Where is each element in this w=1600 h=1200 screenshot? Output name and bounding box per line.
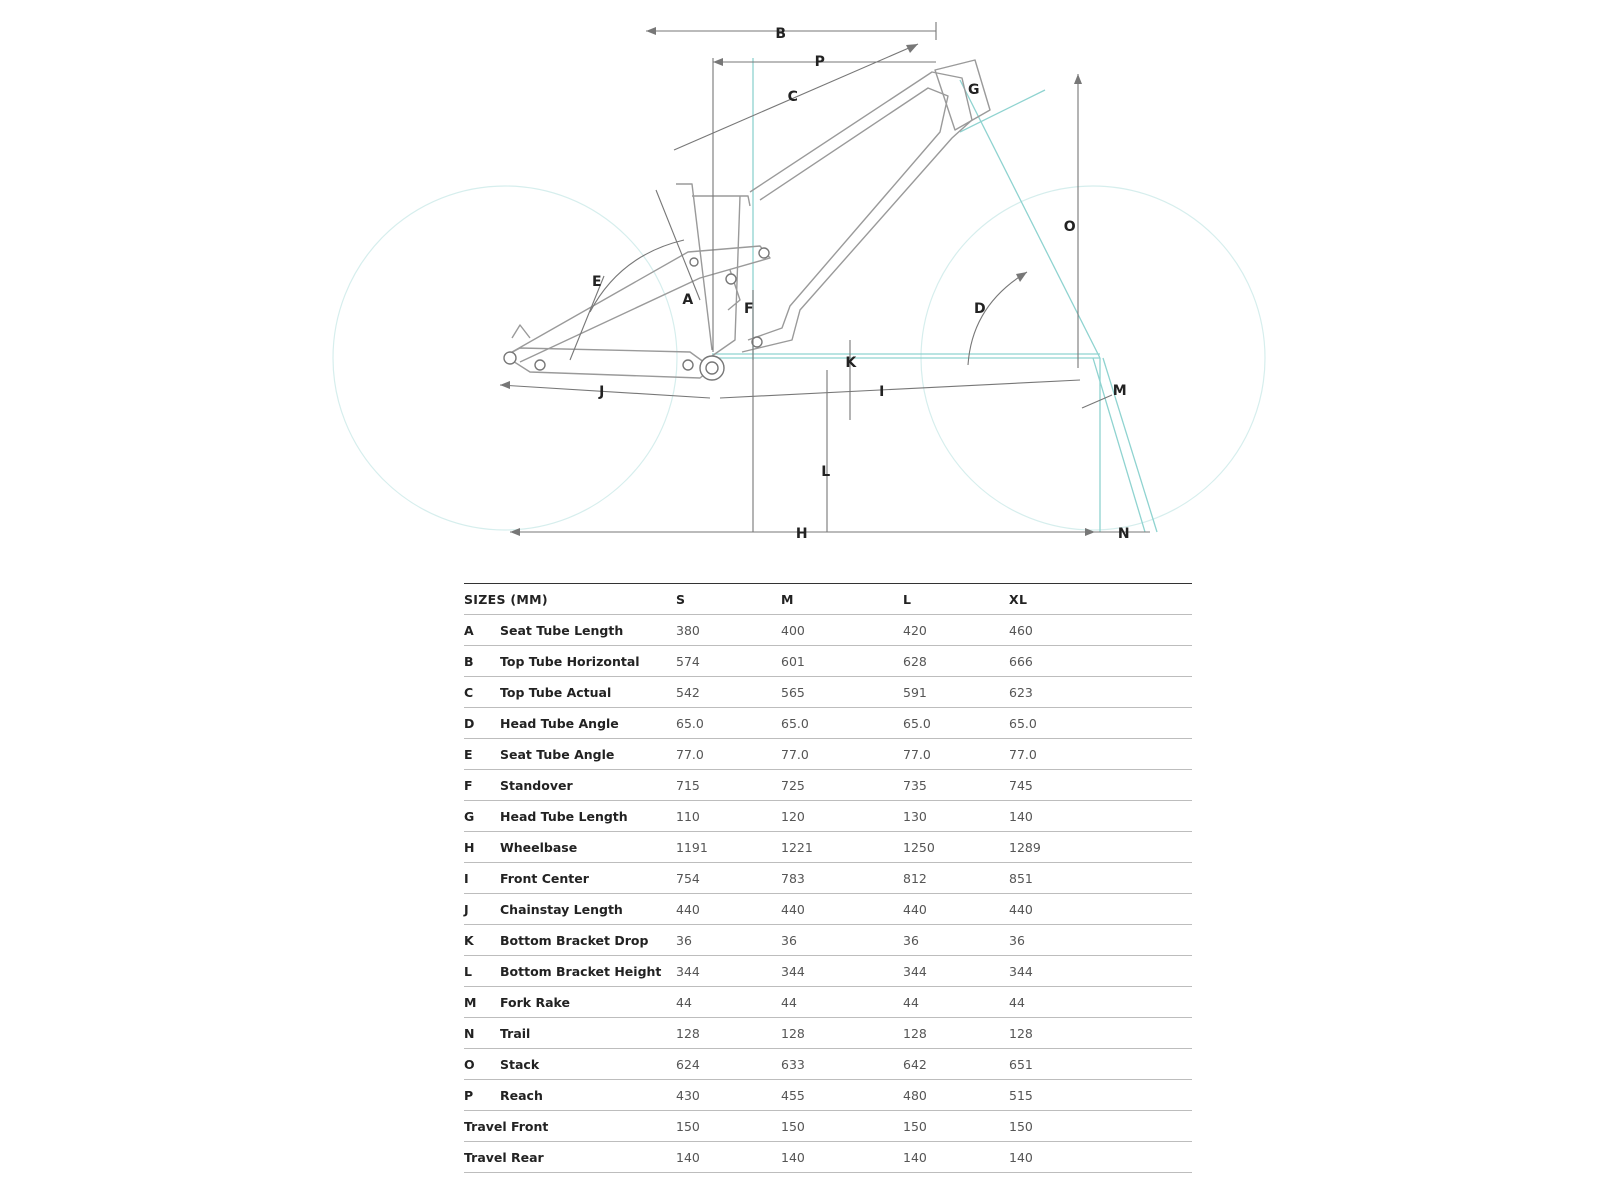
table-row xyxy=(464,863,1192,894)
frame-pivots xyxy=(504,248,769,380)
dim-label-i: I xyxy=(879,384,885,400)
value-l: 642 xyxy=(903,1049,1009,1080)
value-s: 150 xyxy=(676,1111,781,1142)
header-size-xl: XL xyxy=(1009,584,1192,615)
value-s: 110 xyxy=(676,801,781,832)
value-xl: 440 xyxy=(1009,894,1192,925)
value-s: 624 xyxy=(676,1049,781,1080)
row-name: Standover xyxy=(500,770,676,801)
header-row xyxy=(464,584,1192,615)
row-code: I xyxy=(464,863,500,894)
value-m: 725 xyxy=(781,770,903,801)
header-sizes: SIZES (MM) xyxy=(464,584,676,615)
table-row xyxy=(464,1080,1192,1111)
dim-label-c: C xyxy=(787,89,799,105)
value-xl: 44 xyxy=(1009,987,1192,1018)
row-name: Stack xyxy=(500,1049,676,1080)
value-xl: 666 xyxy=(1009,646,1192,677)
row-code: C xyxy=(464,677,500,708)
row-code: P xyxy=(464,1080,500,1111)
row-code: B xyxy=(464,646,500,677)
value-m: 44 xyxy=(781,987,903,1018)
value-xl: 851 xyxy=(1009,863,1192,894)
table-row xyxy=(464,894,1192,925)
value-l: 130 xyxy=(903,801,1009,832)
value-l: 140 xyxy=(903,1142,1009,1173)
value-xl: 128 xyxy=(1009,1018,1192,1049)
table-row xyxy=(464,1018,1192,1049)
header-size-s: S xyxy=(676,584,781,615)
dim-label-m: M xyxy=(1112,383,1128,399)
value-xl: 1289 xyxy=(1009,832,1192,863)
header-size-l: L xyxy=(903,584,1009,615)
value-m: 783 xyxy=(781,863,903,894)
table-row-travel-front xyxy=(464,1111,1192,1142)
value-l: 36 xyxy=(903,925,1009,956)
value-l: 812 xyxy=(903,863,1009,894)
value-s: 754 xyxy=(676,863,781,894)
row-name: Bottom Bracket Drop xyxy=(500,925,676,956)
table-row xyxy=(464,925,1192,956)
value-xl: 65.0 xyxy=(1009,708,1192,739)
value-m: 120 xyxy=(781,801,903,832)
value-s: 1191 xyxy=(676,832,781,863)
row-name: Travel Front xyxy=(464,1111,676,1142)
table-row xyxy=(464,1049,1192,1080)
value-l: 44 xyxy=(903,987,1009,1018)
table-row xyxy=(464,615,1192,646)
value-l: 344 xyxy=(903,956,1009,987)
geometry-table-body xyxy=(464,615,1192,1173)
value-s: 380 xyxy=(676,615,781,646)
dim-label-e: E xyxy=(591,274,603,290)
row-name: Head Tube Angle xyxy=(500,708,676,739)
table-row xyxy=(464,956,1192,987)
value-m: 633 xyxy=(781,1049,903,1080)
bike-frame xyxy=(505,60,990,378)
value-s: 542 xyxy=(676,677,781,708)
value-l: 128 xyxy=(903,1018,1009,1049)
value-l: 628 xyxy=(903,646,1009,677)
row-name: Chainstay Length xyxy=(500,894,676,925)
value-l: 77.0 xyxy=(903,739,1009,770)
table-row xyxy=(464,677,1192,708)
row-code: K xyxy=(464,925,500,956)
value-s: 574 xyxy=(676,646,781,677)
value-xl: 36 xyxy=(1009,925,1192,956)
row-code: H xyxy=(464,832,500,863)
row-code: E xyxy=(464,739,500,770)
row-name: Trail xyxy=(500,1018,676,1049)
table-row xyxy=(464,801,1192,832)
row-name: Seat Tube Angle xyxy=(500,739,676,770)
dim-label-g: G xyxy=(968,82,980,98)
value-s: 430 xyxy=(676,1080,781,1111)
value-m: 565 xyxy=(781,677,903,708)
value-m: 128 xyxy=(781,1018,903,1049)
table-row-travel-rear xyxy=(464,1142,1192,1173)
row-name: Seat Tube Length xyxy=(500,615,676,646)
value-s: 44 xyxy=(676,987,781,1018)
geometry-table-header xyxy=(464,584,1192,615)
table-row xyxy=(464,987,1192,1018)
row-code: D xyxy=(464,708,500,739)
value-s: 36 xyxy=(676,925,781,956)
row-code: N xyxy=(464,1018,500,1049)
table-row xyxy=(464,832,1192,863)
bike-geometry-diagram xyxy=(0,0,1600,560)
dim-label-b: B xyxy=(775,26,787,42)
row-code: L xyxy=(464,956,500,987)
dim-label-l: L xyxy=(821,464,831,480)
table-row xyxy=(464,708,1192,739)
row-name: Top Tube Horizontal xyxy=(500,646,676,677)
row-code: A xyxy=(464,615,500,646)
value-l: 150 xyxy=(903,1111,1009,1142)
value-m: 36 xyxy=(781,925,903,956)
row-name: Bottom Bracket Height xyxy=(500,956,676,987)
value-l: 1250 xyxy=(903,832,1009,863)
row-name: Travel Rear xyxy=(464,1142,676,1173)
dim-label-k: K xyxy=(845,355,857,371)
dim-label-n: N xyxy=(1117,526,1131,542)
row-code: M xyxy=(464,987,500,1018)
value-l: 735 xyxy=(903,770,1009,801)
value-xl: 745 xyxy=(1009,770,1192,801)
header-size-m: M xyxy=(781,584,903,615)
dim-label-d: D xyxy=(973,301,987,317)
dim-label-o: O xyxy=(1063,219,1077,235)
row-name: Front Center xyxy=(500,863,676,894)
geometry-table xyxy=(464,583,1192,1173)
value-s: 77.0 xyxy=(676,739,781,770)
value-xl: 140 xyxy=(1009,1142,1192,1173)
value-l: 480 xyxy=(903,1080,1009,1111)
dim-label-h: H xyxy=(795,526,809,542)
value-m: 601 xyxy=(781,646,903,677)
value-m: 150 xyxy=(781,1111,903,1142)
dim-label-j: J xyxy=(599,384,605,400)
row-name: Fork Rake xyxy=(500,987,676,1018)
value-s: 65.0 xyxy=(676,708,781,739)
value-s: 344 xyxy=(676,956,781,987)
row-code: G xyxy=(464,801,500,832)
dim-label-a: A xyxy=(682,292,694,308)
row-name: Reach xyxy=(500,1080,676,1111)
value-xl: 77.0 xyxy=(1009,739,1192,770)
value-s: 715 xyxy=(676,770,781,801)
value-m: 65.0 xyxy=(781,708,903,739)
value-m: 400 xyxy=(781,615,903,646)
value-xl: 344 xyxy=(1009,956,1192,987)
value-m: 440 xyxy=(781,894,903,925)
row-name: Wheelbase xyxy=(500,832,676,863)
dimension-labels xyxy=(592,26,1130,542)
value-l: 65.0 xyxy=(903,708,1009,739)
value-s: 128 xyxy=(676,1018,781,1049)
construction-lines xyxy=(712,58,1157,532)
value-m: 455 xyxy=(781,1080,903,1111)
value-s: 440 xyxy=(676,894,781,925)
row-code: F xyxy=(464,770,500,801)
value-m: 140 xyxy=(781,1142,903,1173)
value-m: 344 xyxy=(781,956,903,987)
row-code: O xyxy=(464,1049,500,1080)
row-code: J xyxy=(464,894,500,925)
value-xl: 140 xyxy=(1009,801,1192,832)
dim-label-p: P xyxy=(814,54,826,70)
value-l: 420 xyxy=(903,615,1009,646)
table-row xyxy=(464,646,1192,677)
value-m: 1221 xyxy=(781,832,903,863)
value-l: 591 xyxy=(903,677,1009,708)
value-s: 140 xyxy=(676,1142,781,1173)
value-xl: 150 xyxy=(1009,1111,1192,1142)
value-m: 77.0 xyxy=(781,739,903,770)
row-name: Head Tube Length xyxy=(500,801,676,832)
value-xl: 623 xyxy=(1009,677,1192,708)
value-xl: 460 xyxy=(1009,615,1192,646)
table-row xyxy=(464,739,1192,770)
value-l: 440 xyxy=(903,894,1009,925)
value-xl: 651 xyxy=(1009,1049,1192,1080)
value-xl: 515 xyxy=(1009,1080,1192,1111)
dim-label-f: F xyxy=(743,301,755,317)
row-name: Top Tube Actual xyxy=(500,677,676,708)
table-row xyxy=(464,770,1192,801)
